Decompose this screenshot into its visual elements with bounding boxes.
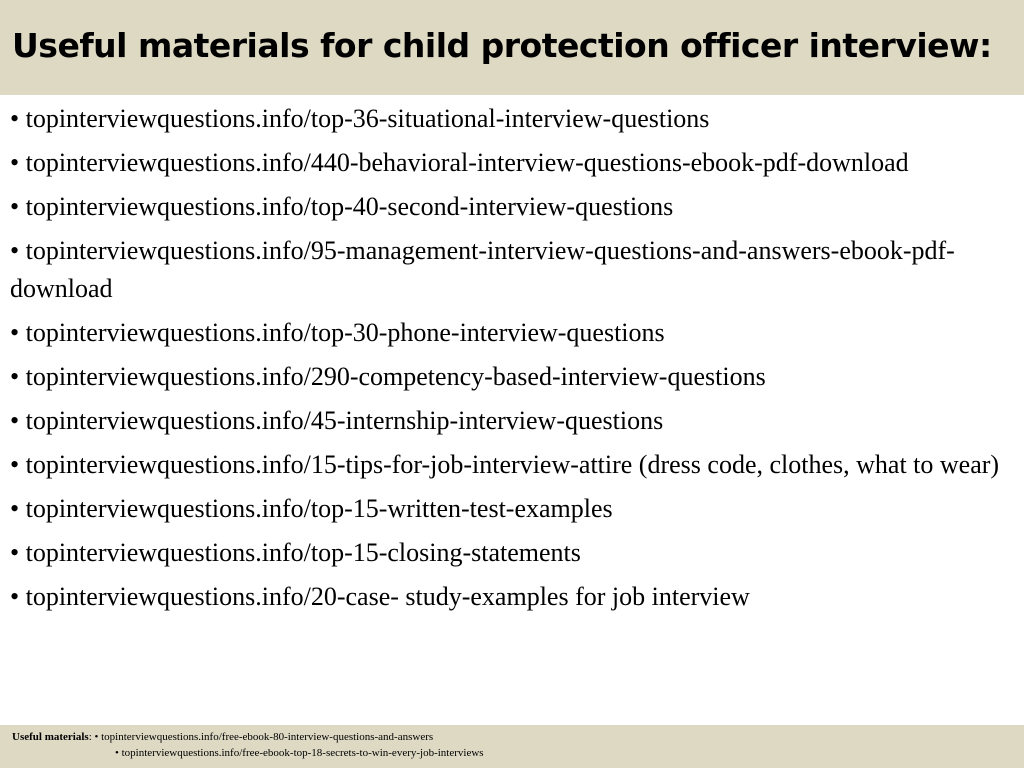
list-item: • topinterviewquestions.info/top-30-phone-interview-questions (10, 318, 665, 347)
list-item: • topinterviewquestions.info/top-15-closing-statements (10, 538, 581, 567)
footer-line-2 (12, 745, 484, 761)
list-item: • topinterviewquestions.info/95-management-interview-questions-and-answers-ebook-pdf-download (10, 236, 955, 303)
footer-separator: : (88, 731, 95, 743)
list-item: • topinterviewquestions.info/440-behavioral-interview-questions-ebook-pdf-download (10, 148, 909, 177)
list-item: • topinterviewquestions.info/45-internship-interview-questions (10, 406, 664, 435)
footer-link-2: • topinterviewquestions.info/free-ebook-top-18-secrets-to-win-every-job-interviews (115, 747, 484, 759)
list-item: • topinterviewquestions.info/top-15-written-test-examples (10, 494, 613, 523)
slide-title: Useful materials for child protection officer interview: (12, 26, 992, 65)
footer-label: Useful materials (12, 731, 89, 743)
footer-line-1 (12, 729, 484, 745)
list-item: • topinterviewquestions.info/290-competency-based-interview-questions (10, 362, 766, 391)
list-item: • topinterviewquestions.info/top-40-second-interview-questions (10, 192, 674, 221)
footer-link-1: • topinterviewquestions.info/free-ebook-80-interview-questions-and-answers (94, 731, 434, 743)
list-item: • topinterviewquestions.info/20-case- study-examples for job interview (10, 582, 750, 611)
list-item: • topinterviewquestions.info/top-36-situational-interview-questions (10, 104, 710, 133)
list-item: • topinterviewquestions.info/15-tips-for-job-interview-attire (dress code, clothes, what to wear) (10, 450, 1000, 479)
title-band (0, 0, 1024, 95)
footer-text (12, 729, 484, 761)
materials-list (10, 100, 1014, 622)
footer-band (0, 725, 1024, 768)
